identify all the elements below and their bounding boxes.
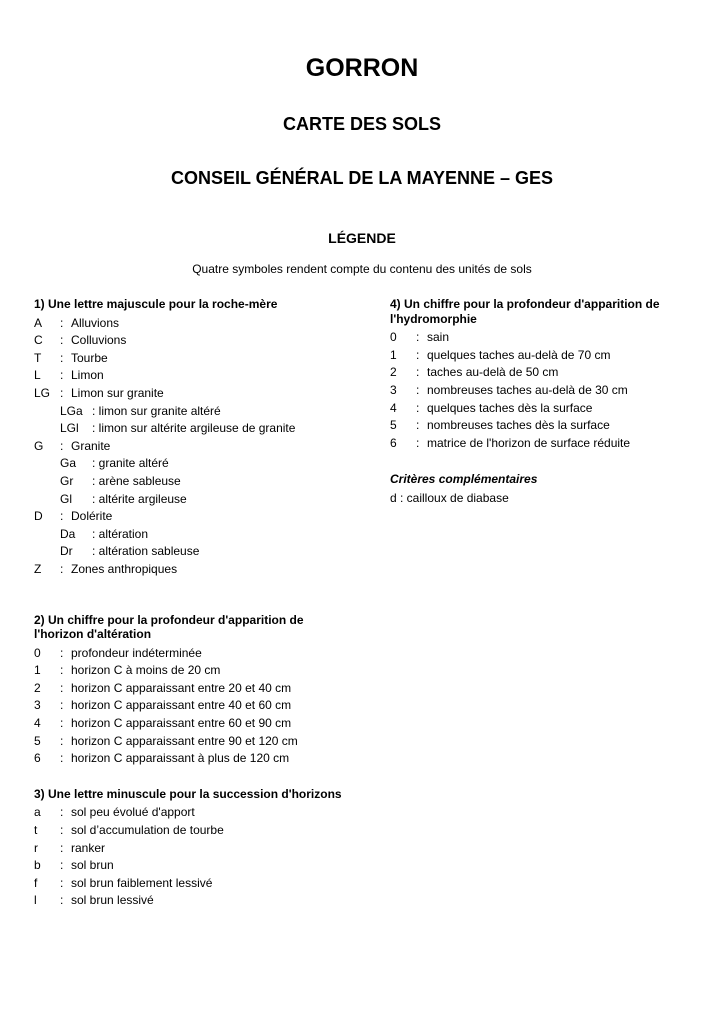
legend-subrow [34, 473, 364, 491]
legend-separator: : [416, 400, 420, 415]
legend-label: horizon C apparaissant entre 40 et 60 cm [71, 698, 292, 713]
legend-row [34, 822, 364, 840]
legend-row [390, 329, 690, 347]
legend-separator: : [60, 645, 64, 660]
legend-subrow [34, 403, 364, 421]
document-title: GORRON [305, 54, 419, 82]
legend-label: sol brun [71, 858, 114, 873]
legend-label: : limon sur granite altéré [92, 403, 221, 418]
legend-code: 4 [390, 400, 397, 415]
legend-code: G [34, 438, 44, 453]
legend-separator: : [60, 716, 64, 731]
legend-code: C [34, 333, 43, 348]
legend-row [34, 315, 364, 333]
legend-label: Tourbe [71, 350, 108, 365]
legend-row [34, 438, 364, 456]
legend-separator: : [60, 805, 64, 820]
legend-code: 6 [34, 751, 41, 766]
section-heading [390, 297, 690, 326]
section-horizon-succession [34, 787, 364, 910]
legend-code: D [34, 509, 43, 524]
map-subtitle: CARTE DES SOLS [282, 114, 442, 134]
left-column [34, 297, 364, 910]
legend-label: Alluvions [71, 315, 120, 330]
legend-separator: : [60, 509, 64, 524]
legend-separator: : [60, 751, 64, 766]
legend-code: 1 [34, 663, 41, 678]
legend-code: 0 [34, 645, 41, 660]
legend-label: : arène sableuse [92, 473, 181, 488]
section-parent-rock [34, 297, 364, 579]
legend-code: a [34, 805, 41, 820]
legend-label: : limon sur altérite argileuse de granite [92, 421, 296, 436]
legend-label: Dolérite [71, 509, 113, 524]
right-column [390, 297, 690, 508]
legend-code: LGl [60, 421, 79, 436]
legend-label: nombreuses taches dès la surface [427, 418, 610, 433]
legend-code: r [34, 840, 38, 855]
legend-label: profondeur indéterminée [71, 645, 202, 660]
legend-label: sol brun faiblement lessivé [71, 875, 213, 890]
legend-row [34, 697, 364, 715]
legend-subrow [34, 526, 364, 544]
legend-separator: : [416, 382, 420, 397]
legend-separator: : [416, 435, 420, 450]
legend-row [34, 508, 364, 526]
legend-code: 1 [390, 347, 397, 362]
legend-label: Granite [71, 438, 111, 453]
legend-label: sol peu évolué d'apport [71, 805, 195, 820]
legend-code: 5 [34, 733, 41, 748]
section-heading: 1) Une lettre majuscule pour la roche-mère [34, 297, 278, 311]
legend-row [34, 645, 364, 663]
legend-row [390, 417, 690, 435]
legend-code: 6 [390, 435, 397, 450]
legend-separator: : [60, 561, 64, 576]
legend-separator: : [60, 840, 64, 855]
legend-row [390, 364, 690, 382]
legend-row [34, 350, 364, 368]
legend-separator: : [60, 698, 64, 713]
legend-separator: : [416, 418, 420, 433]
organization-title: CONSEIL GÉNÉRAL DE LA MAYENNE – GES [170, 168, 554, 188]
legend-code: LG [34, 385, 51, 400]
legend-label: : altération sableuse [92, 544, 200, 559]
legend-label: sain [427, 330, 450, 345]
legend-title: LÉGENDE [328, 230, 396, 246]
legend-code: Gl [60, 491, 72, 506]
legend-separator: : [416, 347, 420, 362]
section-heading: Critères complémentaires [390, 472, 538, 487]
legend-subrow [34, 455, 364, 473]
legend-label: horizon C apparaissant à plus de 120 cm [71, 751, 290, 766]
section-heading [34, 613, 364, 642]
legend-row [390, 382, 690, 400]
legend-row [34, 804, 364, 822]
legend-label: sol d’accumulation de tourbe [71, 823, 224, 838]
legend-code: l [34, 893, 37, 908]
legend-label: nombreuses taches au-delà de 30 cm [427, 382, 628, 397]
legend-subrow [34, 491, 364, 509]
legend-separator: : [60, 438, 64, 453]
legend-label: Limon sur granite [71, 385, 164, 400]
legend-label: ranker [71, 840, 106, 855]
legend-row [34, 857, 364, 875]
legend-label: : granite altéré [92, 456, 169, 471]
legend-code: LGa [60, 403, 83, 418]
legend-code: 0 [390, 330, 397, 345]
legend-separator: : [60, 385, 64, 400]
legend-separator: : [60, 315, 64, 330]
legend-row [34, 385, 364, 403]
legend-separator: : [60, 875, 64, 890]
legend-label: horizon C apparaissant entre 20 et 40 cm [71, 680, 292, 695]
legend-code: Ga [60, 456, 77, 471]
legend-label: : altération [92, 526, 149, 541]
legend-code: f [34, 875, 38, 890]
legend-code: T [34, 350, 42, 365]
legend-row [34, 662, 364, 680]
legend-row [34, 332, 364, 350]
legend-row [34, 715, 364, 733]
legend-separator: : [60, 733, 64, 748]
legend-row: d : cailloux de diabase [390, 490, 509, 505]
legend-code: 2 [34, 680, 41, 695]
legend-code: A [34, 315, 43, 330]
legend-label: horizon C apparaissant entre 90 et 120 cm [71, 733, 298, 748]
legend-row [34, 892, 364, 910]
legend-code: 5 [390, 418, 397, 433]
section-heading: 3) Une lettre minuscule pour la succession d'horizons [34, 786, 342, 801]
legend-label: : altérite argileuse [92, 491, 187, 506]
legend-label: quelques taches au-delà de 70 cm [427, 347, 611, 362]
legend-code: Da [60, 526, 76, 541]
legend-label: taches au-delà de 50 cm [427, 365, 559, 380]
legend-label: horizon C apparaissant entre 60 et 90 cm [71, 716, 292, 731]
section-heading-line: 4) Un chiffre pour la profondeur d'apparition de [390, 297, 660, 311]
legend-subrow [34, 543, 364, 561]
legend-code: t [34, 823, 38, 838]
section-heading-line: l'hydromorphie [390, 311, 477, 326]
section-heading-line: 2) Un chiffre pour la profondeur d'apparition de [34, 612, 304, 627]
section-additional-criteria [390, 472, 690, 507]
legend-separator: : [60, 663, 64, 678]
legend-row [34, 561, 364, 579]
legend-separator: : [60, 333, 64, 348]
legend-row [34, 750, 364, 768]
legend-label: Zones anthropiques [71, 561, 178, 576]
legend-label: quelques taches dès la surface [427, 400, 593, 415]
legend-row [390, 347, 690, 365]
legend-separator: : [60, 893, 64, 908]
legend-label: sol brun lessivé [71, 893, 154, 908]
legend-row [34, 367, 364, 385]
legend-code: 2 [390, 365, 397, 380]
legend-separator: : [60, 858, 64, 873]
legend-separator: : [60, 823, 64, 838]
legend-code: b [34, 858, 41, 873]
legend-label: Colluvions [71, 333, 127, 348]
legend-row [34, 840, 364, 858]
legend-row [390, 435, 690, 453]
section-hydromorphy-depth [390, 297, 690, 452]
legend-row [34, 875, 364, 893]
legend-label: Limon [71, 368, 104, 383]
legend-separator: : [60, 680, 64, 695]
legend-intro: Quatre symboles rendent compte du contenu des unités de sols [192, 262, 532, 276]
section-heading-line: l'horizon d'altération [34, 627, 152, 642]
legend-separator: : [416, 365, 420, 380]
legend-row [390, 400, 690, 418]
legend-separator: : [416, 330, 420, 345]
legend-row [34, 733, 364, 751]
legend-label: horizon C à moins de 20 cm [71, 663, 221, 678]
legend-row [34, 680, 364, 698]
legend-code: 3 [390, 382, 397, 397]
legend-code: Z [34, 561, 42, 576]
section-alteration-depth [34, 613, 364, 768]
legend-code: L [34, 368, 41, 383]
legend-code: 4 [34, 716, 41, 731]
legend-code: Gr [60, 473, 74, 488]
legend-label: matrice de l'horizon de surface réduite [427, 435, 631, 450]
legend-subrow [34, 420, 364, 438]
legend-code: 3 [34, 698, 41, 713]
legend-separator: : [60, 368, 64, 383]
legend-separator: : [60, 350, 64, 365]
legend-code: Dr [60, 544, 73, 559]
